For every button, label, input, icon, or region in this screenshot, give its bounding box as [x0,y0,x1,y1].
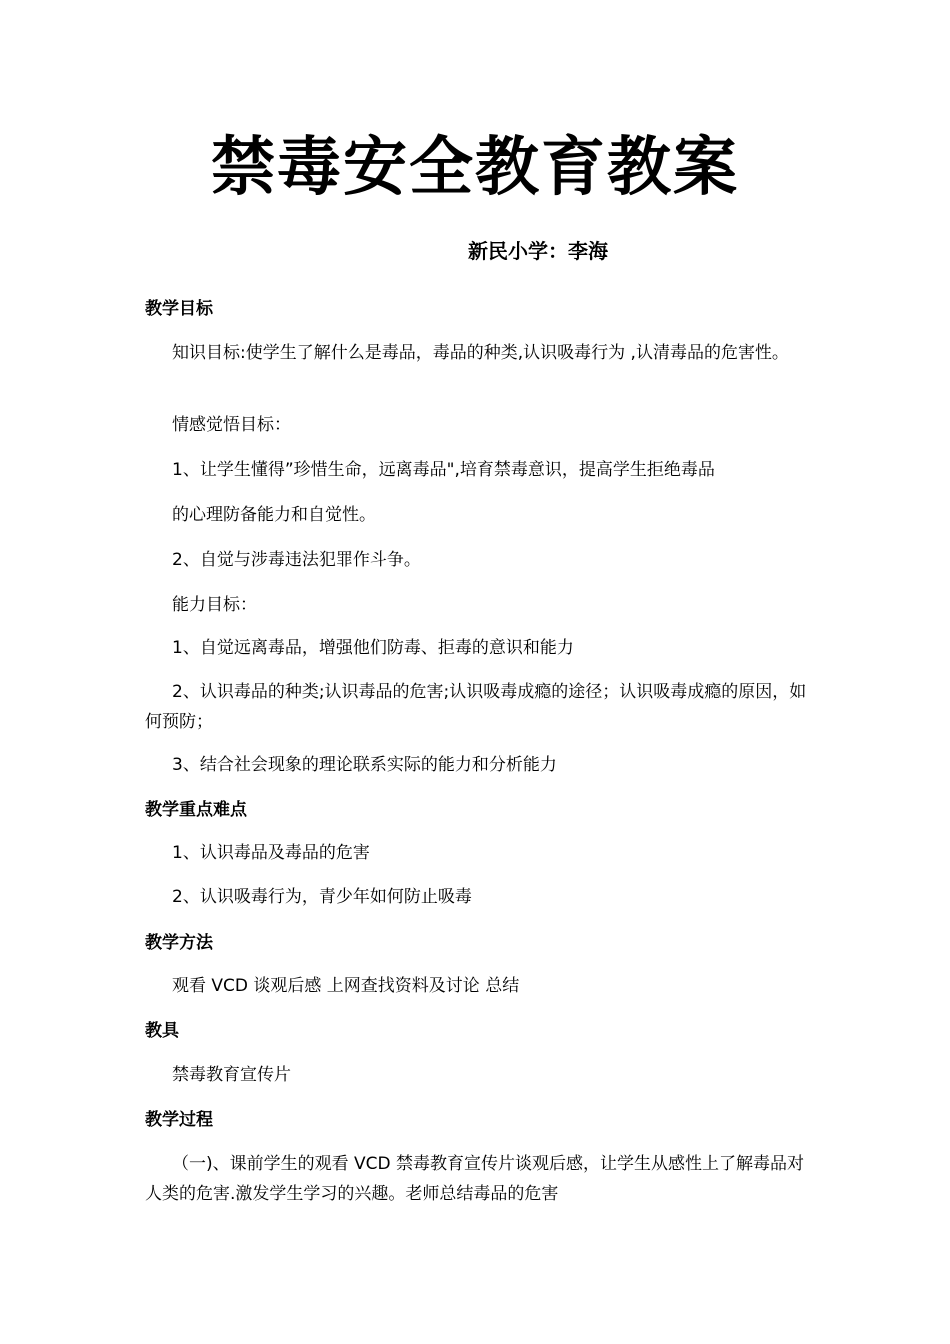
paragraph-knowledge-goal: 知识目标:使学生了解什么是毒品，毒品的种类,认识吸毒行为 ,认清毒品的危害性。 [172,343,789,363]
section-heading-process: 教学过程 [145,1110,213,1130]
paragraph-ability-item-3: 3、结合社会现象的理论联系实际的能力和分析能力 [172,755,557,775]
paragraph-tools: 禁毒教育宣传片 [172,1065,291,1085]
paragraph-ability-item-2: 2、认识毒品的种类;认识毒品的危害;认识吸毒成瘾的途径；认识吸毒成瘾的原因，如何预防； [145,682,807,732]
paragraph-emotion-item-2: 2、自觉与涉毒违法犯罪作斗争。 [172,550,421,570]
paragraph-key-point-1: 1、认识毒品及毒品的危害 [172,843,370,863]
paragraph-ability-goal: 能力目标： [172,595,257,615]
paragraph-emotion-item-1: 1、让学生懂得”珍惜生命，远离毒品",培育禁毒意识，提高学生拒绝毒品 [172,460,715,480]
paragraph-process-1: （一)、课前学生的观看 VCD 禁毒教育宣传片谈观后感，让学生从感性上了解毒品对人类的危害.激发学生学习的兴趣。老师总结毒品的危害 [145,1154,805,1204]
paragraph-emotion-item-1-cont: 的心理防备能力和自觉性。 [172,505,376,525]
author-line: 新民小学：李海 [468,239,608,263]
paragraph-methods: 观看 VCD 谈观后感 上网查找资料及讨论 总结 [172,976,520,996]
paragraph-emotion-goal: 情感觉悟目标： [172,415,291,435]
section-heading-methods: 教学方法 [145,933,213,953]
paragraph-ability-item-1: 1、自觉远离毒品，增强他们防毒、拒毒的意识和能力 [172,638,574,658]
document-title: 禁毒安全教育教案 [211,131,739,205]
section-heading-tools: 教具 [145,1021,179,1041]
paragraph-key-point-2: 2、认识吸毒行为，青少年如何防止吸毒 [172,887,472,907]
section-heading-key-points: 教学重点难点 [145,800,247,820]
section-heading-goals: 教学目标 [145,299,213,319]
